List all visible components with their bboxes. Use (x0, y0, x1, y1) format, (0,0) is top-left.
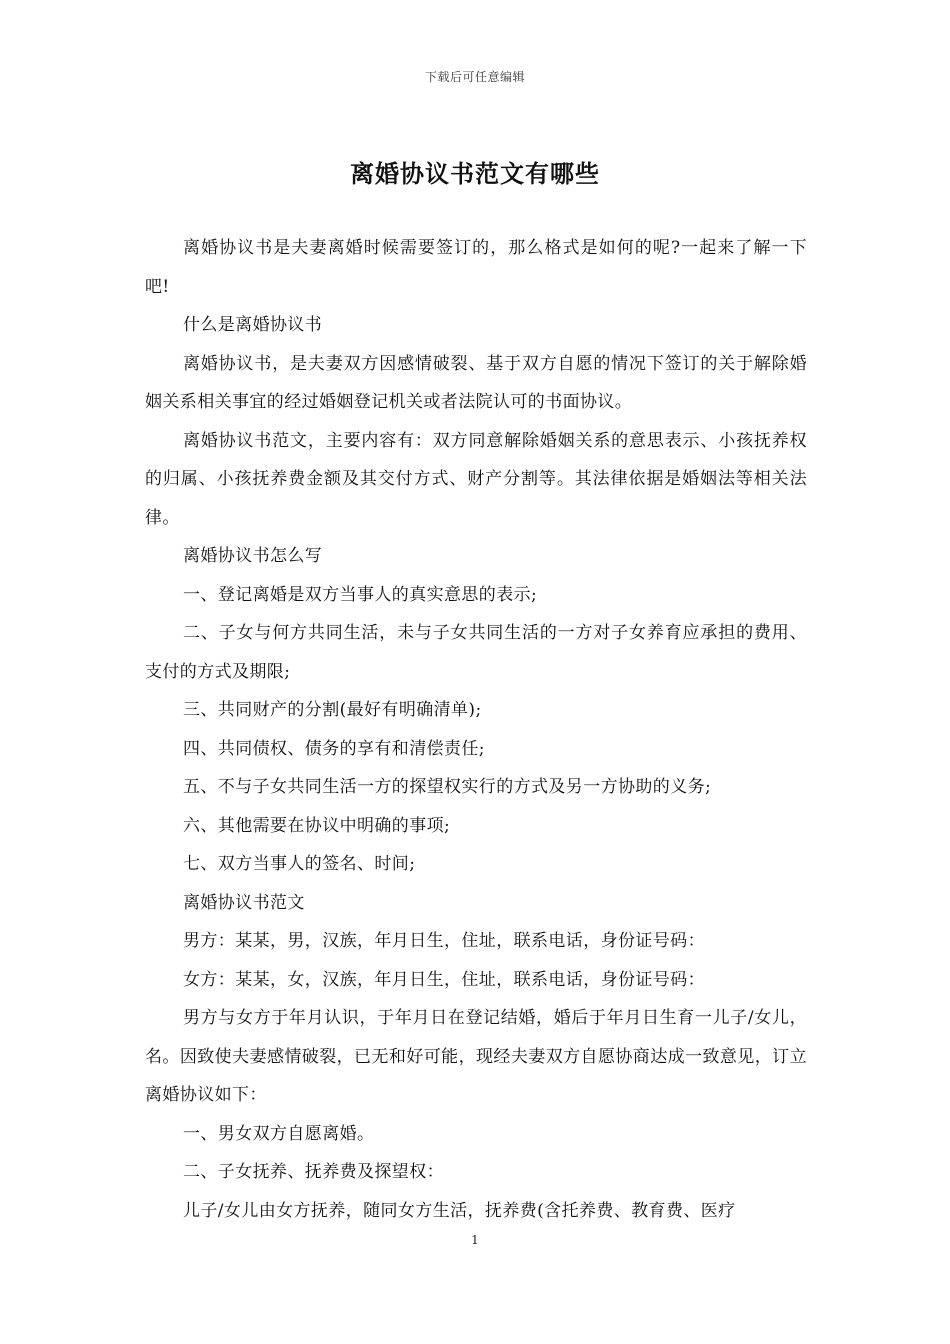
list-item-6: 六、其他需要在协议中明确的事项; (183, 815, 451, 836)
clause-2: 二、子女抚养、抚养费及探望权： (183, 1162, 444, 1182)
list-item-5: 五、不与子女共同生活一方的探望权实行的方式及另一方协助的义务; (183, 777, 712, 797)
page-number: 1 (471, 1233, 479, 1247)
paragraph-background: 男方与女方于年月认识，于年月日在登记结婚，婚后于年月日生育一儿子/女儿，名。因致使夫妻感情破裂，已无和好可能，现经夫妻双方自愿协商达成一致意见，订立离婚协议如下： (145, 1008, 807, 1105)
header-note: 下载后可任意编辑 (424, 70, 525, 84)
section-heading-how-to-write: 离婚协议书怎么写 (183, 546, 323, 566)
paragraph-intro: 离婚协议书是夫妻离婚时候需要签订的，那么格式是如何的呢?一起来了解一下吧! (145, 238, 807, 297)
party-male: 男方：某某，男，汉族，年月日生，住址，联系电话，身份证号码： (183, 931, 705, 951)
paragraph-definition: 离婚协议书，是夫妻双方因感情破裂、基于双方自愿的情况下签订的关于解除婚姻关系相关事宜的经过婚姻登记机关或者法院认可的书面协议。 (145, 353, 807, 412)
list-item-3: 三、共同财产的分割(最好有明确清单); (183, 700, 482, 720)
list-item-2: 二、子女与何方共同生活，未与子女共同生活的一方对子女养育应承担的费用、支付的方式及期限; (145, 623, 807, 682)
list-item-4: 四、共同债权、债务的享有和清偿责任; (183, 738, 485, 759)
list-item-1: 一、登记离婚是双方当事人的真实意思的表示; (183, 584, 538, 605)
document-title: 离婚协议书范文有哪些 (350, 159, 600, 188)
clause-2-detail: 儿子/女儿由女方抚养，随同女方生活，抚养费(含托养费、教育费、医疗 (183, 1200, 736, 1221)
list-item-7: 七、双方当事人的签名、时间; (183, 854, 416, 874)
paragraph-main-content: 离婚协议书范文，主要内容有：双方同意解除婚姻关系的意思表示、小孩抚养权的归属、小孩抚养费金额及其交付方式、财产分割等。其法律依据是婚姻法等相关法律。 (145, 430, 807, 528)
party-female: 女方：某某，女，汉族，年月日生，住址，联系电话，身份证号码： (183, 969, 705, 990)
document-body (145, 229, 807, 1230)
clause-1: 一、男女双方自愿离婚。 (183, 1123, 375, 1144)
section-heading-sample: 离婚协议书范文 (183, 892, 305, 913)
section-heading-what-is: 什么是离婚协议书 (183, 315, 323, 335)
